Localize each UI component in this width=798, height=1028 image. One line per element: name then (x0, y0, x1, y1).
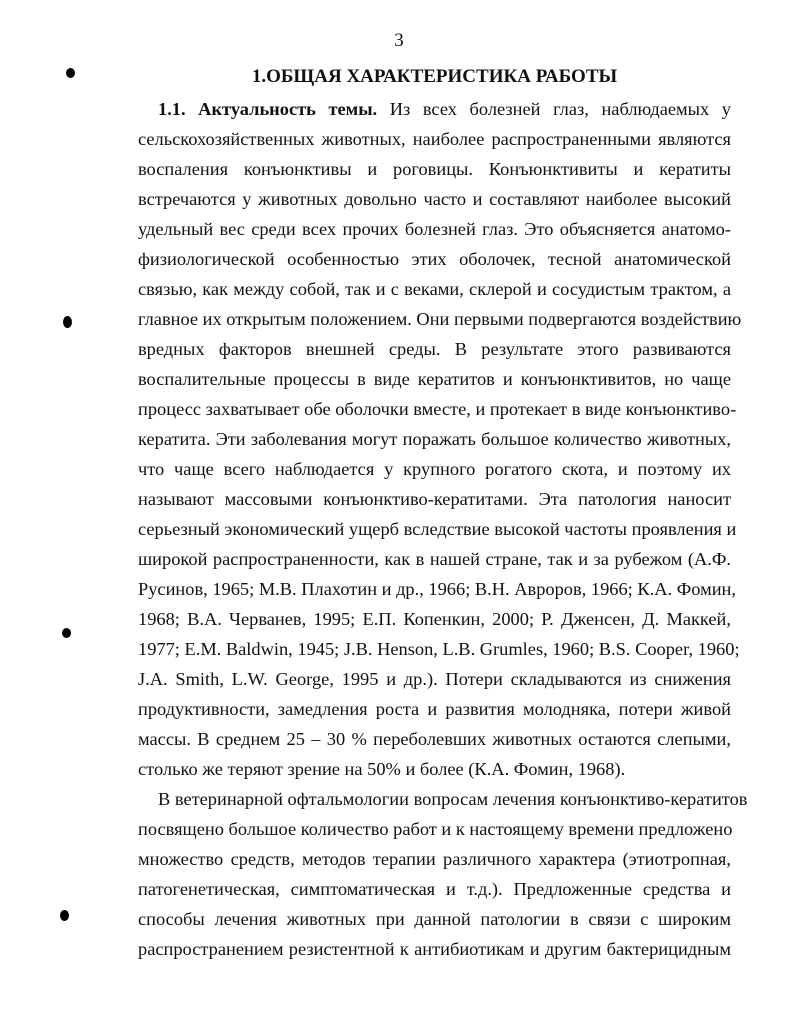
punch-hole-mark (60, 910, 69, 921)
text-line-18: 1968; В.А. Черванев, 1995; Е.П. Копенкин, 2000; Р. Дженсен, Д. Маккей, (138, 609, 731, 629)
text-line-8: главное их открытым положением. Они первыми подвергаются воздействию (138, 309, 742, 329)
text-line-14: называют массовыми конъюнктиво-кератитами. Эта патология наносит (138, 489, 731, 509)
text-line-25: посвящено большое количество работ и к настоящему времени предложено (138, 819, 733, 839)
text-line-24: В ветеринарной офтальмологии вопросам лечения конъюнктиво-кератитов (158, 789, 748, 809)
text-line-13: что чаще всего наблюдается у крупного рогатого скота, и поэтому их (138, 459, 731, 479)
text-line-21: продуктивности, замедления роста и развития молодняка, потери живой (138, 699, 731, 719)
text-line-3: воспаления конъюнктивы и роговицы. Конъюнктивиты и кератиты (138, 159, 731, 179)
punch-hole-mark (63, 316, 72, 328)
page-number: 3 (394, 30, 404, 51)
text-line-1-body: Из всех болезней глаз, наблюдаемых у (377, 99, 731, 119)
text-line-28: способы лечения животных при данной патологии в связи с широким (138, 909, 731, 929)
text-line-20: J.A. Smith, L.W. George, 1995 и др.). Потери складываются из снижения (138, 669, 731, 689)
text-line-10: воспалительные процессы в виде кератитов и конъюнктивитов, но чаще (138, 369, 731, 389)
text-line-19: 1977; E.M. Baldwin, 1945; J.B. Henson, L.B. Grumles, 1960; B.S. Cooper, 1960; (138, 639, 740, 659)
punch-hole-mark (66, 68, 75, 78)
section-heading: 1.ОБЩАЯ ХАРАКТЕРИСТИКА РАБОТЫ (251, 66, 618, 87)
text-line-11: процесс захватывает обе оболочки вместе, и протекает в виде конъюнктиво- (138, 399, 737, 419)
text-line-16: широкой распространенности, как в нашей стране, так и за рубежом (А.Ф. (138, 549, 731, 569)
text-line-15: серьезный экономический ущерб вследствие высокой частоты проявления и (138, 519, 737, 539)
text-line-7: связью, как между собой, так и с веками, склерой и сосудистым трактом, а (138, 279, 731, 299)
text-line-22: массы. В среднем 25 – 30 % переболевших животных остаются слепыми, (138, 729, 731, 749)
text-line-9: вредных факторов внешней среды. В результате этого развиваются (138, 339, 731, 359)
text-line-1 (158, 94, 731, 124)
text-line-2: сельскохозяйственных животных, наиболее распространенными являются (138, 129, 731, 149)
text-line-27: патогенетическая, симптоматическая и т.д.). Предложенные средства и (138, 879, 731, 899)
text-line-23: столько же теряют зрение на 50% и более (К.А. Фомин, 1968). (138, 759, 626, 779)
text-line-6: физиологической особенностью этих оболочек, тесной анатомической (138, 249, 731, 269)
text-line-17: Русинов, 1965; М.В. Плахотин и др., 1966; В.Н. Авроров, 1966; К.А. Фомин, (138, 579, 736, 599)
text-line-29: распространением резистентной к антибиотикам и другим бактерицидным (138, 939, 731, 959)
section-label: 1.1. Актуальность темы. (158, 99, 378, 119)
punch-hole-mark (62, 628, 71, 638)
text-line-4: встречаются у животных довольно часто и составляют наиболее высокий (138, 189, 731, 209)
text-line-5: удельный вес среди всех прочих болезней глаз. Это объясняется анатомо- (138, 219, 731, 239)
text-line-12: кератита. Эти заболевания могут поражать большое количество животных, (138, 429, 731, 449)
text-line-26: множество средств, методов терапии различного характера (этиотропная, (138, 849, 731, 869)
